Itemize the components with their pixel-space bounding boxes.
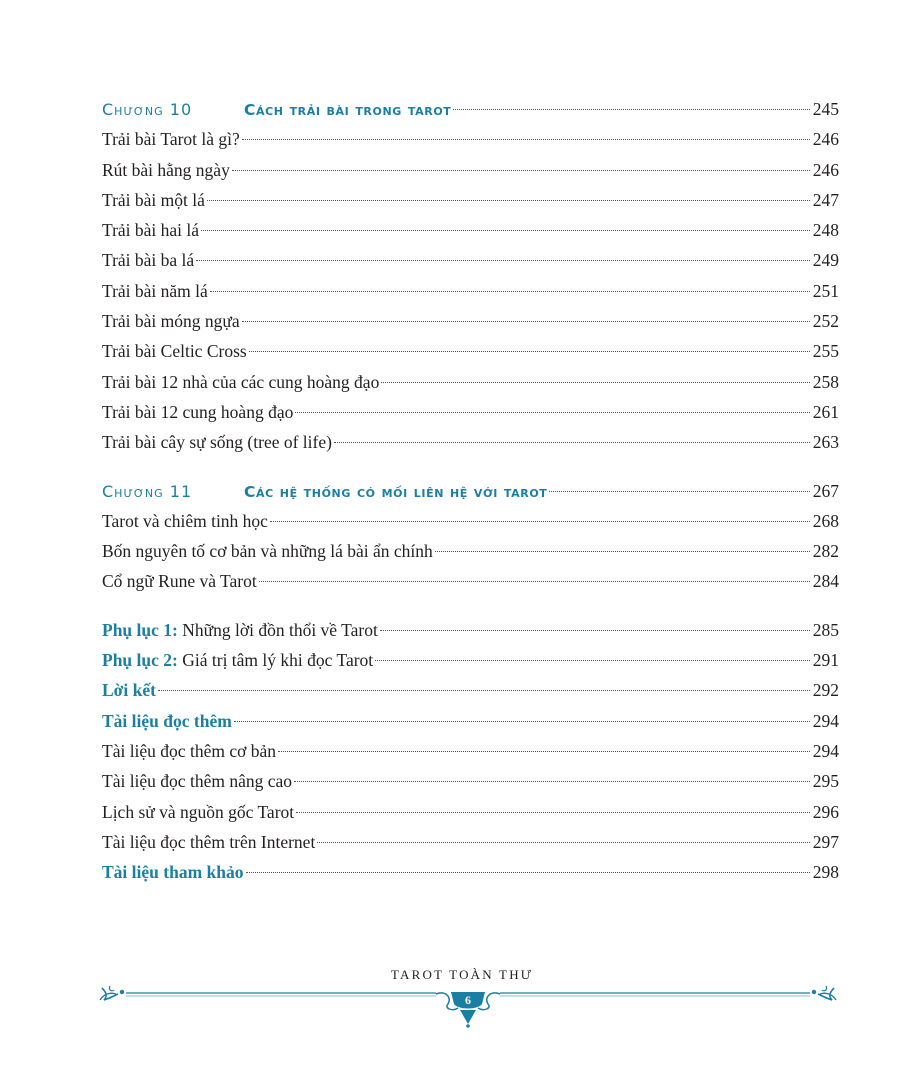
dot-leader — [435, 551, 810, 552]
entry-label: Tarot và chiêm tinh học — [102, 510, 268, 531]
chapter-number: Chương 10 — [102, 100, 193, 119]
toc-entry-appendix-1[interactable] — [102, 615, 839, 645]
entry-label: Những lời đồn thổi về Tarot — [177, 619, 378, 640]
dot-leader — [381, 382, 809, 383]
page-number: 292 — [812, 680, 839, 701]
dot-leader — [158, 690, 810, 691]
page-number: 294 — [812, 710, 839, 731]
toc-entry[interactable] — [102, 215, 839, 245]
toc-entry[interactable] — [102, 536, 839, 566]
dot-leader — [549, 491, 809, 492]
page-number: 245 — [812, 99, 839, 119]
chapter-11-entries — [102, 506, 839, 597]
entry-label: Cổ ngữ Rune và Tarot — [102, 571, 257, 592]
page-number: 246 — [812, 129, 839, 150]
toc-entry-epilogue[interactable] — [102, 675, 839, 705]
dot-leader — [242, 321, 810, 322]
toc-entry-further-reading[interactable] — [102, 706, 839, 736]
dot-leader — [278, 751, 810, 752]
page-number: 249 — [812, 250, 839, 271]
page-number: 294 — [812, 740, 839, 761]
dot-leader — [242, 139, 810, 140]
page-number: 268 — [812, 510, 839, 531]
dot-leader — [294, 781, 810, 782]
further-reading-entries — [102, 736, 839, 857]
entry-label: Bốn nguyên tố cơ bản và những lá bài ẩn chính — [102, 541, 433, 562]
chapter-heading[interactable] — [102, 94, 839, 124]
toc-entry[interactable] — [102, 276, 839, 306]
entry-label: Trải bài một lá — [102, 189, 205, 210]
entry-label: Trải bài cây sự sống (tree of life) — [102, 432, 332, 453]
chapter-number: Chương 11 — [102, 481, 193, 501]
entry-label: Rút bài hằng ngày — [102, 159, 230, 180]
left-flourish-icon — [100, 986, 124, 1000]
entry-label: Trải bài 12 nhà của các cung hoàng đạo — [102, 371, 380, 392]
toc-entry-references[interactable] — [102, 857, 839, 887]
chapter-10-entries — [102, 124, 839, 457]
toc-entry[interactable] — [102, 506, 839, 536]
entry-label: Lịch sử và nguồn gốc Tarot — [102, 801, 295, 822]
appendix-prefix: Phụ lục 1: — [102, 619, 178, 640]
page-number: 261 — [812, 401, 839, 422]
page-number: 258 — [812, 371, 839, 392]
page-number: 284 — [812, 571, 839, 592]
toc-entry[interactable] — [102, 367, 839, 397]
dot-leader — [249, 351, 810, 352]
footer-page-number: 6 — [465, 993, 471, 1007]
entry-label: Tài liệu đọc thêm nâng cao — [102, 771, 292, 792]
toc-entry[interactable] — [102, 124, 839, 154]
dot-leader — [196, 260, 810, 261]
entry-label: Trải bài ba lá — [102, 250, 195, 271]
dot-leader — [246, 872, 810, 873]
footer-ornament — [96, 980, 840, 1030]
page-number: 247 — [812, 189, 839, 210]
page-number: 255 — [812, 341, 839, 362]
toc-entry[interactable] — [102, 336, 839, 366]
appendix-prefix: Phụ lục 2: — [102, 650, 178, 671]
page-number: 282 — [812, 541, 839, 562]
entry-label: Lời kết — [102, 680, 156, 701]
entry-label: Trải bài móng ngựa — [102, 311, 240, 332]
dot-leader — [317, 842, 809, 843]
entry-label: Tài liệu đọc thêm — [102, 710, 232, 731]
page-number: 246 — [812, 159, 839, 180]
dot-leader — [232, 170, 810, 171]
dot-leader — [453, 109, 809, 110]
toc-entry[interactable] — [102, 397, 839, 427]
dot-leader — [380, 630, 810, 631]
dot-leader — [234, 721, 810, 722]
table-of-contents — [102, 94, 839, 887]
entry-label: Tài liệu tham khảo — [102, 862, 244, 883]
page-number: 296 — [812, 801, 839, 822]
page-number: 263 — [812, 432, 839, 453]
page-number: 297 — [812, 831, 839, 852]
toc-entry[interactable] — [102, 827, 839, 857]
dot-leader — [334, 442, 810, 443]
page-number: 267 — [812, 480, 839, 501]
toc-entry[interactable] — [102, 766, 839, 796]
page-number: 298 — [812, 862, 839, 883]
entry-label: Tài liệu đọc thêm trên Internet — [102, 831, 316, 852]
dot-leader — [210, 291, 810, 292]
page-number: 295 — [812, 771, 839, 792]
dot-leader — [296, 812, 810, 813]
toc-entry[interactable] — [102, 566, 839, 596]
page-number: 252 — [812, 311, 839, 332]
page-number: 248 — [812, 220, 839, 241]
dot-leader — [259, 581, 810, 582]
toc-entry[interactable] — [102, 306, 839, 336]
toc-entry[interactable] — [102, 185, 839, 215]
toc-entry[interactable] — [102, 736, 839, 766]
page-number: 251 — [812, 280, 839, 301]
toc-entry[interactable] — [102, 155, 839, 185]
dot-leader — [270, 521, 810, 522]
toc-entry[interactable] — [102, 245, 839, 275]
entry-label: Trải bài Celtic Cross — [102, 341, 247, 362]
entry-label: Giá trị tâm lý khi đọc Tarot — [177, 650, 374, 671]
page-number: 285 — [812, 619, 839, 640]
entry-label: Trải bài hai lá — [102, 220, 200, 241]
toc-entry-appendix-2[interactable] — [102, 645, 839, 675]
chapter-heading[interactable] — [102, 476, 839, 506]
dot-leader — [295, 412, 809, 413]
dot-leader — [375, 660, 810, 661]
chapter-title: Các hệ thống có mối liên hệ với tarot — [244, 482, 548, 501]
toc-entry[interactable] — [102, 797, 839, 827]
entry-label: Trải bài 12 cung hoàng đạo — [102, 401, 294, 422]
right-flourish-icon — [812, 986, 836, 1000]
dot-leader — [207, 200, 810, 201]
entry-label: Trải bài Tarot là gì? — [102, 129, 240, 150]
page-number: 291 — [812, 650, 839, 671]
entry-label: Trải bài năm lá — [102, 280, 208, 301]
chapter-title: Cách trải bài trong tarot — [244, 101, 452, 119]
dot-leader — [201, 230, 810, 231]
toc-entry[interactable] — [102, 427, 839, 457]
running-footer-title: TAROT TOÀN THƯ — [390, 967, 534, 982]
entry-label: Tài liệu đọc thêm cơ bản — [102, 740, 276, 761]
